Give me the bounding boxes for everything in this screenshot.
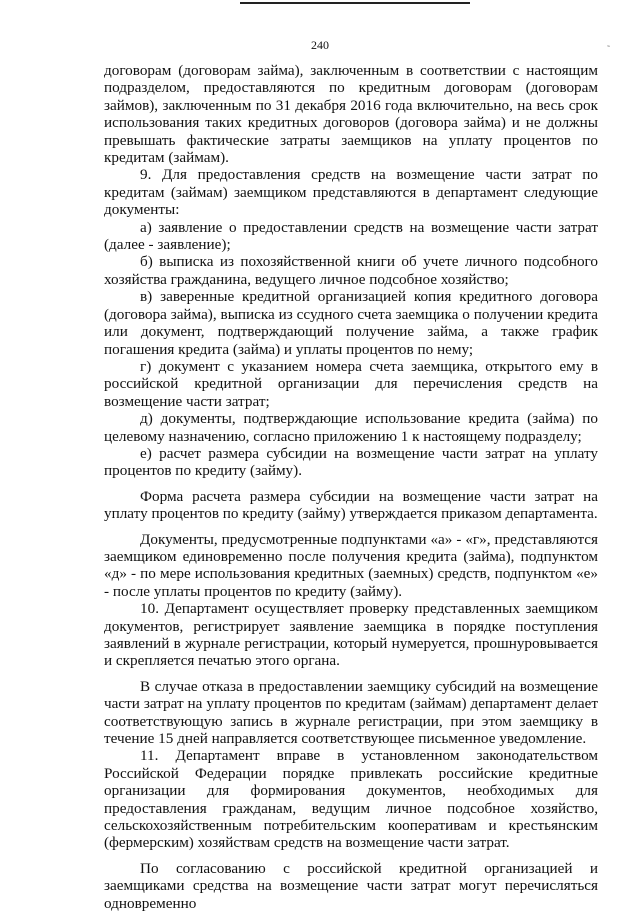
scan-mark: ˜ bbox=[607, 44, 610, 54]
paragraph-subitem-a: а) заявление о предоставлении средств на возмещение части затрат (далее - заявление); bbox=[104, 218, 598, 254]
paragraph-item-9: 9. Для предоставления средств на возмещение части затрат по кредитам (займам) заемщиком представляются в департамент следующие документы: bbox=[104, 166, 598, 219]
paragraph-subitem-d: д) документы, подтверждающие использование кредита (займа) по целевому назначению, согласно приложению 1 к настоящему подразделу; bbox=[104, 410, 598, 445]
paragraph-calculation-form: Форма расчета размера субсидии на возмещение части затрат на уплату процентов по кредиту (займу) утверждается приказом департамента. bbox=[104, 487, 598, 523]
paragraph-subitem-v: в) заверенные кредитной организацией копия кредитного договора (договора займа), выписка из ссудного счета заемщика о получении кредита или документ, подтверждающий получение займа, а также график погашения кредита (займа) и уплаты процентов по нему; bbox=[104, 288, 598, 358]
paragraph-subitem-e: е) расчет размера субсидии на возмещение части затрат на уплату процентов по кредиту (займу). bbox=[104, 444, 598, 480]
paragraph-refusal: В случае отказа в предоставлении заемщику субсидий на возмещение части затрат на уплату процентов по кредитам (займам) департамент делает соответствующую запись в журнале регистрации, при этом заемщику в течение 15 дней направляется соответствующее письменное уведомление. bbox=[104, 677, 598, 748]
paragraph-subitem-g: г) документ с указанием номера счета заемщика, открытого ему в российской кредитной организации для перечисления средств на возмещение части затрат; bbox=[104, 357, 598, 410]
page-body bbox=[104, 62, 598, 912]
paragraph-item-11: 11. Департамент вправе в установленном законодательством Российской Федерации порядке привлекать российские кредитные организации для формирования документов, необходимых для предоставления гражданам, ведущим личное подсобное хозяйство, сельскохозяйственным потребительским кооперативам и крестьянским (фермерским) хозяйствам средств на возмещение части затрат. bbox=[104, 747, 598, 852]
page-number: 240 bbox=[311, 38, 329, 52]
top-rule bbox=[240, 2, 470, 4]
paragraph-subitem-b: б) выписка из похозяйственной книги об учете личного подсобного хозяйства гражданина, ведущего личное подсобное хозяйство; bbox=[104, 253, 598, 288]
paragraph-agreement: По согласованию с российской кредитной организацией и заемщиками средства на возмещение части затрат могут перечисляться одновременно bbox=[104, 859, 598, 912]
paragraph-documents-timing: Документы, предусмотренные подпунктами «а» - «г», представляются заемщиком единовременно после получения кредита (займа), подпунктом «д» - по мере использования кредитных (заемных) средств, подпунктом «е» - после уплаты процентов по кредиту (займу). bbox=[104, 530, 598, 600]
paragraph-item-10: 10. Департамент осуществляет проверку представленных заемщиком документов, регистрирует заявление заемщика в порядке поступления заявлений в журнале регистрации, который нумеруется, прошнуровывается и скрепляется печатью этого органа. bbox=[104, 600, 598, 670]
paragraph-continuation: договорам (договорам займа), заключенным в соответствии с настоящим подразделом, предоставляются по кредитным договорам (договорам займов), заключенным по 31 декабря 2016 года включительно, на весь срок использования таких кредитных договоров (договора займа) и не должны превышать фактические затраты заемщиков на уплату процентов по кредитам (займам). bbox=[104, 62, 598, 167]
